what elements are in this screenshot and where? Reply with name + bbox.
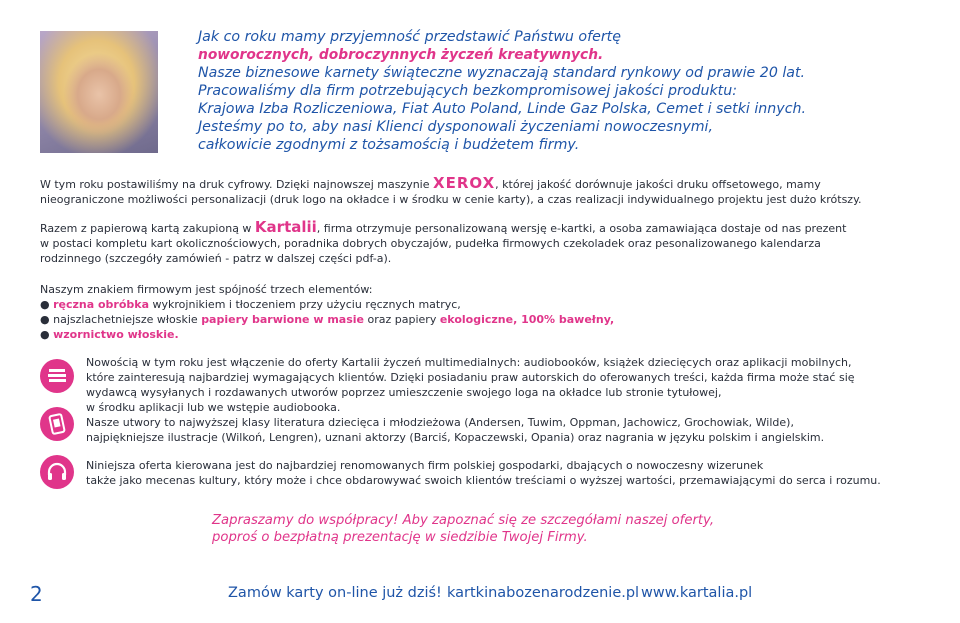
intro-line: Jesteśmy po to, aby nasi Klienci dysponowali życzeniami nowoczesnymi,: [198, 119, 714, 135]
multimedia-text: Nasze utwory to najwyższej klasy literatura dziecięca i młodzieżowa (Andersen, Tuwim, Oppman, Jachowicz, Grochowiak, Wilde),: [86, 416, 794, 429]
offer-paragraph: [86, 458, 936, 488]
closing-text: poproś o bezpłatną prezentację w siedzibie Twojej Firmy.: [212, 530, 588, 545]
closing-text: Zapraszamy do współpracy! Aby zapoznać się ze szczegółami naszej oferty,: [212, 513, 715, 528]
print-paragraph: [40, 176, 930, 207]
order-link[interactable]: Zamów karty on-line już dziś!: [228, 585, 442, 601]
intro-block: [198, 28, 948, 154]
intro-line: Nasze biznesowe karnety świąteczne wyznaczają standard rynkowy od prawie 20 lat.: [198, 65, 806, 81]
highlight: wzornictwo włoskie.: [53, 328, 179, 341]
list-item: [40, 327, 930, 342]
list-item: [40, 312, 930, 327]
multimedia-text: które zainteresują najbardziej wymagających klientów. Dzięki posiadaniu praw autorskich do oferowanych treści, każda firma może stać się: [86, 371, 855, 384]
multimedia-text: najpiękniejsze ilustracje (Wilkoń, Lengren), uznani aktorzy (Barciś, Kopaczewski, Opania) oraz nagrania w języku polskim i angielskim.: [86, 431, 825, 444]
multimedia-paragraph: [86, 355, 936, 445]
highlight: ręczna obróbka: [53, 298, 150, 311]
list-text: najszlachetniejsze włoskie: [53, 313, 202, 326]
print-text: , której jakość dorównuje jakości druku offsetowego, mamy: [495, 178, 821, 191]
books-icon: [40, 359, 74, 393]
print-text: W tym roku postawiliśmy na druk cyfrowy. Dzięki najnowszej maszynie: [40, 178, 434, 191]
multimedia-text: Nowością w tym roku jest włączenie do oferty Kartalii życzeń multimedialnych: audiobooków, książek dziecięcych oraz aplikacji mobilnych,: [86, 356, 852, 369]
multimedia-text: wydawcą wysyłanych i rozdawanych utworów poprzez umieszczenie swojego loga na okładce lub stronie tytułowej,: [86, 386, 722, 399]
highlight: ekologiczne, 100% bawełny,: [439, 313, 615, 326]
paper-text: w postaci kompletu kart okolicznościowych, poradnika dobrych obyczajów, pudełka firmowych czekoladek oraz pesonalizowanego kalendarza: [40, 237, 821, 250]
kartalii-brand: Kartalii: [254, 218, 317, 236]
offer-text: także jako mecenas kultury, który może i chce obdarowywać swoich klientów treściami o wyższej wartości, przemawiającymi do serca i rozumu.: [86, 474, 881, 487]
site-link-kartki[interactable]: kartkinabozenarodzenie.pl: [447, 585, 640, 601]
list-text: wykrojnikiem i tłoczeniem przy użyciu ręcznych matryc,: [149, 298, 461, 311]
intro-line: Pracowaliśmy dla firm potrzebujących bezkompromisowej jakości produktu:: [198, 83, 738, 99]
tablet-icon: [40, 407, 74, 441]
portrait-photo: [40, 31, 158, 153]
paper-text: rodzinnego (szczegóły zamówień - patrz w dalszej części pdf-a).: [40, 252, 392, 265]
site-link-kartalia[interactable]: www.kartalia.pl: [641, 585, 753, 601]
list-item: [40, 297, 930, 312]
xerox-brand: XEROX: [433, 174, 496, 192]
bullet: ●: [40, 328, 50, 341]
elements-list: [40, 282, 930, 342]
page-number: 2: [30, 582, 43, 606]
intro-highlight: noworocznych, dobroczynnych życzeń kreatywnych.: [198, 47, 604, 63]
intro-line: Jak co roku mamy przyjemność przedstawić Państwu ofertę: [198, 29, 621, 45]
highlight: papiery barwione w masie: [201, 313, 365, 326]
list-text: oraz papiery: [364, 313, 440, 326]
elements-heading: Naszym znakiem firmowym jest spójność trzech elementów:: [40, 283, 373, 296]
intro-clients: Krajowa Izba Rozliczeniowa, Fiat Auto Poland, Linde Gaz Polska, Cemet i setki innych.: [198, 101, 806, 117]
bullet: ●: [40, 313, 50, 326]
intro-line: całkowicie zgodnymi z tożsamością i budżetem firmy.: [198, 137, 580, 153]
multimedia-text: w środku aplikacji lub we wstępie audiobooka.: [86, 401, 341, 414]
offer-text: Niniejsza oferta kierowana jest do najbardziej renomowanych firm polskiej gospodarki, dbających o nowoczesny wizerunek: [86, 459, 764, 472]
closing-invitation: [212, 512, 714, 546]
bullet: ●: [40, 298, 50, 311]
paper-text: Razem z papierową kartą zakupioną w: [40, 222, 255, 235]
headphones-icon: [40, 455, 74, 489]
print-text: nieograniczone możliwości personalizacji (druk logo na okładce i w środku w cenie karty), a czas realizacji indywidualnego projektu jest dużo krótszy.: [40, 193, 862, 206]
paper-paragraph: [40, 220, 930, 266]
paper-text: , firma otrzymuje personalizowaną wersję e-kartki, a osoba zamawiająca dostaje od nas prezent: [316, 222, 847, 235]
